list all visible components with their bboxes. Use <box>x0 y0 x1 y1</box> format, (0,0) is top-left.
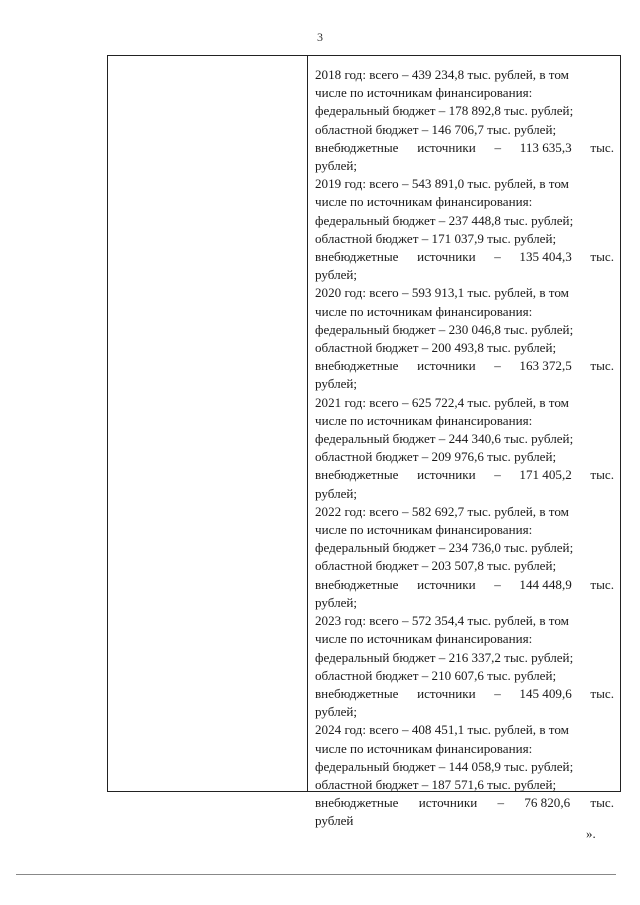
federal-budget-line: федеральный бюджет – 216 337,2 тыс. рублей; <box>315 649 574 665</box>
extrabudgetary-line <box>315 357 614 375</box>
sources-word: источники <box>417 249 476 265</box>
rubles-tail: рублей; <box>315 158 358 174</box>
rubles-tail: рублей; <box>315 376 358 392</box>
extrabudgetary-amount: 135 404,3 <box>519 249 572 265</box>
year-block-2024 <box>315 721 614 830</box>
year-total-line: 2022 год: всего – 582 692,7 тыс. рублей, в том <box>315 503 569 519</box>
dash: – <box>497 795 505 811</box>
year-total-line: 2024 год: всего – 408 451,1 тыс. рублей, в том <box>315 722 569 738</box>
extrabudgetary-line <box>315 466 614 484</box>
extrabudgetary-line <box>315 794 614 812</box>
unit-word: тыс. <box>590 795 614 811</box>
extrabudgetary-word: внебюджетные <box>315 249 399 265</box>
federal-budget-line: федеральный бюджет – 244 340,6 тыс. рублей; <box>315 431 574 447</box>
sources-line: числе по источникам финансирования: <box>315 85 533 101</box>
bottom-rule <box>16 874 616 875</box>
dash: – <box>494 467 501 483</box>
unit-word: тыс. <box>590 467 614 483</box>
extrabudgetary-amount: 113 635,3 <box>519 139 572 155</box>
extrabudgetary-amount: 145 409,6 <box>519 685 572 701</box>
closing-quote: ». <box>586 826 596 841</box>
regional-budget-line: областной бюджет – 171 037,9 тыс. рублей; <box>315 230 557 246</box>
table-right-cell <box>308 56 620 829</box>
year-block-2020 <box>315 284 614 393</box>
regional-budget-line: областной бюджет – 200 493,8 тыс. рублей; <box>315 340 557 356</box>
extrabudgetary-line <box>315 685 614 703</box>
extrabudgetary-word: внебюджетные <box>315 358 399 374</box>
year-block-2022 <box>315 503 614 612</box>
sources-line: числе по источникам финансирования: <box>315 522 533 538</box>
sources-word: источники <box>417 576 476 592</box>
regional-budget-line: областной бюджет – 209 976,6 тыс. рублей; <box>315 449 557 465</box>
year-block-2021 <box>315 394 614 503</box>
extrabudgetary-amount: 144 448,9 <box>519 576 572 592</box>
sources-line: числе по источникам финансирования: <box>315 740 533 756</box>
sources-word: источники <box>417 358 476 374</box>
rubles-tail: рублей; <box>315 594 358 610</box>
extrabudgetary-line <box>315 576 614 594</box>
extrabudgetary-word: внебюджетные <box>315 576 399 592</box>
dash: – <box>494 249 501 265</box>
extrabudgetary-word: внебюджетные <box>315 139 399 155</box>
year-total-line: 2019 год: всего – 543 891,0 тыс. рублей, в том <box>315 176 569 192</box>
sources-word: источники <box>417 139 476 155</box>
extrabudgetary-amount: 171 405,2 <box>519 467 572 483</box>
extrabudgetary-word: внебюджетные <box>315 685 399 701</box>
year-total-line: 2018 год: всего – 439 234,8 тыс. рублей, в том <box>315 67 569 82</box>
regional-budget-line: областной бюджет – 187 571,6 тыс. рублей; <box>315 776 557 792</box>
rubles-tail: рублей; <box>315 485 358 501</box>
sources-line: числе по источникам финансирования: <box>315 631 533 647</box>
regional-budget-line: областной бюджет – 146 706,7 тыс. рублей; <box>315 121 557 137</box>
funding-table <box>107 55 621 829</box>
federal-budget-line: федеральный бюджет – 237 448,8 тыс. рублей; <box>315 212 574 228</box>
year-block-2023 <box>315 612 614 721</box>
sources-word: источники <box>418 795 478 811</box>
dash: – <box>494 685 501 701</box>
federal-budget-line: федеральный бюджет – 144 058,9 тыс. рублей; <box>315 758 574 774</box>
unit-word: тыс. <box>590 358 614 374</box>
sources-line: числе по источникам финансирования: <box>315 194 533 210</box>
year-block-2018 <box>315 66 614 175</box>
extrabudgetary-line <box>315 139 614 157</box>
federal-budget-line: федеральный бюджет – 234 736,0 тыс. рублей; <box>315 540 574 556</box>
rubles-tail: рублей <box>315 813 354 829</box>
page-number: 3 <box>317 30 323 44</box>
year-total-line: 2021 год: всего – 625 722,4 тыс. рублей, в том <box>315 394 569 410</box>
year-total-line: 2023 год: всего – 572 354,4 тыс. рублей, в том <box>315 613 569 629</box>
rubles-tail: рублей; <box>315 704 358 720</box>
extrabudgetary-line <box>315 248 614 266</box>
year-block-2019 <box>315 175 614 284</box>
year-total-line: 2020 год: всего – 593 913,1 тыс. рублей, в том <box>315 285 569 301</box>
federal-budget-line: федеральный бюджет – 230 046,8 тыс. рублей; <box>315 321 574 337</box>
dash: – <box>494 139 502 155</box>
unit-word: тыс. <box>590 249 614 265</box>
regional-budget-line: областной бюджет – 210 607,6 тыс. рублей; <box>315 667 557 683</box>
regional-budget-line: областной бюджет – 203 507,8 тыс. рублей; <box>315 558 557 574</box>
dash: – <box>494 358 501 374</box>
rubles-tail: рублей; <box>315 267 358 283</box>
unit-word: тыс. <box>590 576 614 592</box>
sources-word: источники <box>417 467 476 483</box>
extrabudgetary-amount: 163 372,5 <box>519 358 572 374</box>
extrabudgetary-word: внебюджетные <box>315 795 399 811</box>
unit-word: тыс. <box>590 139 614 155</box>
sources-line: числе по источникам финансирования: <box>315 303 533 319</box>
dash: – <box>494 576 501 592</box>
table-left-cell <box>108 56 308 791</box>
unit-word: тыс. <box>590 685 614 701</box>
federal-budget-line: федеральный бюджет – 178 892,8 тыс. рублей; <box>315 103 574 119</box>
sources-line: числе по источникам финансирования: <box>315 412 533 428</box>
extrabudgetary-word: внебюджетные <box>315 467 399 483</box>
extrabudgetary-amount: 76 820,6 <box>524 795 571 811</box>
sources-word: источники <box>417 685 476 701</box>
